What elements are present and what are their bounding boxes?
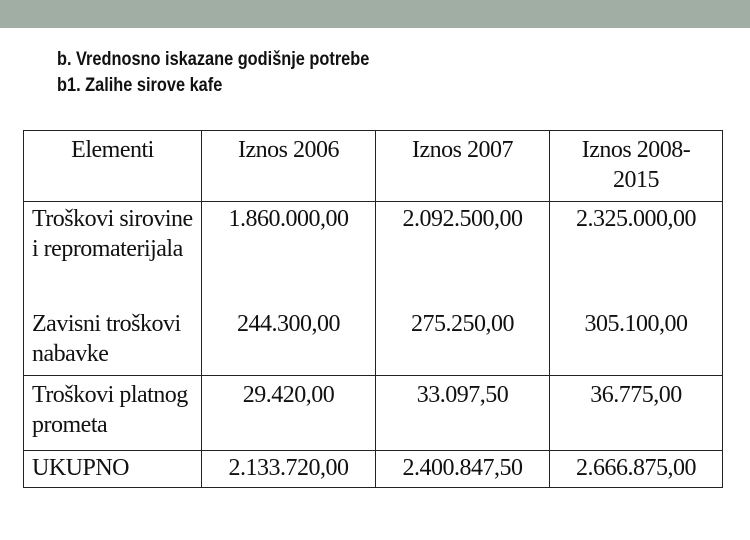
table-row: [24, 202, 723, 303]
header-cell-2008-2015: [550, 131, 723, 202]
row-value: 36.775,00: [550, 376, 723, 451]
row-value: 275.250,00: [376, 303, 550, 376]
row-value: 29.420,00: [202, 376, 376, 451]
heading: [57, 47, 369, 99]
header-cell-2008-2015-text: Iznos 2008- 2015: [581, 137, 691, 193]
header-cell-2007: Iznos 2007: [376, 131, 550, 202]
row-label: Troškovi sirovine i repromaterijala: [24, 202, 202, 303]
row-value: 2.092.500,00: [376, 202, 550, 303]
total-value: 2.400.847,50: [376, 451, 550, 488]
total-value: 2.133.720,00: [202, 451, 376, 488]
expense-table: [23, 130, 723, 488]
row-value: 305.100,00: [550, 303, 723, 376]
row-label: Troškovi platnog prometa: [24, 376, 202, 451]
top-bar: [0, 0, 750, 28]
row-value: 244.300,00: [202, 303, 376, 376]
table-row: [24, 303, 723, 376]
row-value: 1.860.000,00: [202, 202, 376, 303]
table-header-row: [24, 131, 723, 202]
header-cell-elements: Elementi: [24, 131, 202, 202]
row-value: 2.325.000,00: [550, 202, 723, 303]
heading-line-1: b. Vrednosno iskazane godišnje potrebe: [57, 49, 370, 70]
table-total-row: [24, 451, 723, 488]
table-row: [24, 376, 723, 451]
heading-line-2: b1. Zalihe sirove kafe: [57, 75, 223, 96]
row-label: Zavisni troškovi nabavke: [24, 303, 202, 376]
row-value: 33.097,50: [376, 376, 550, 451]
total-value: 2.666.875,00: [550, 451, 723, 488]
total-label: UKUPNO: [24, 451, 202, 488]
header-cell-2006: Iznos 2006: [202, 131, 376, 202]
